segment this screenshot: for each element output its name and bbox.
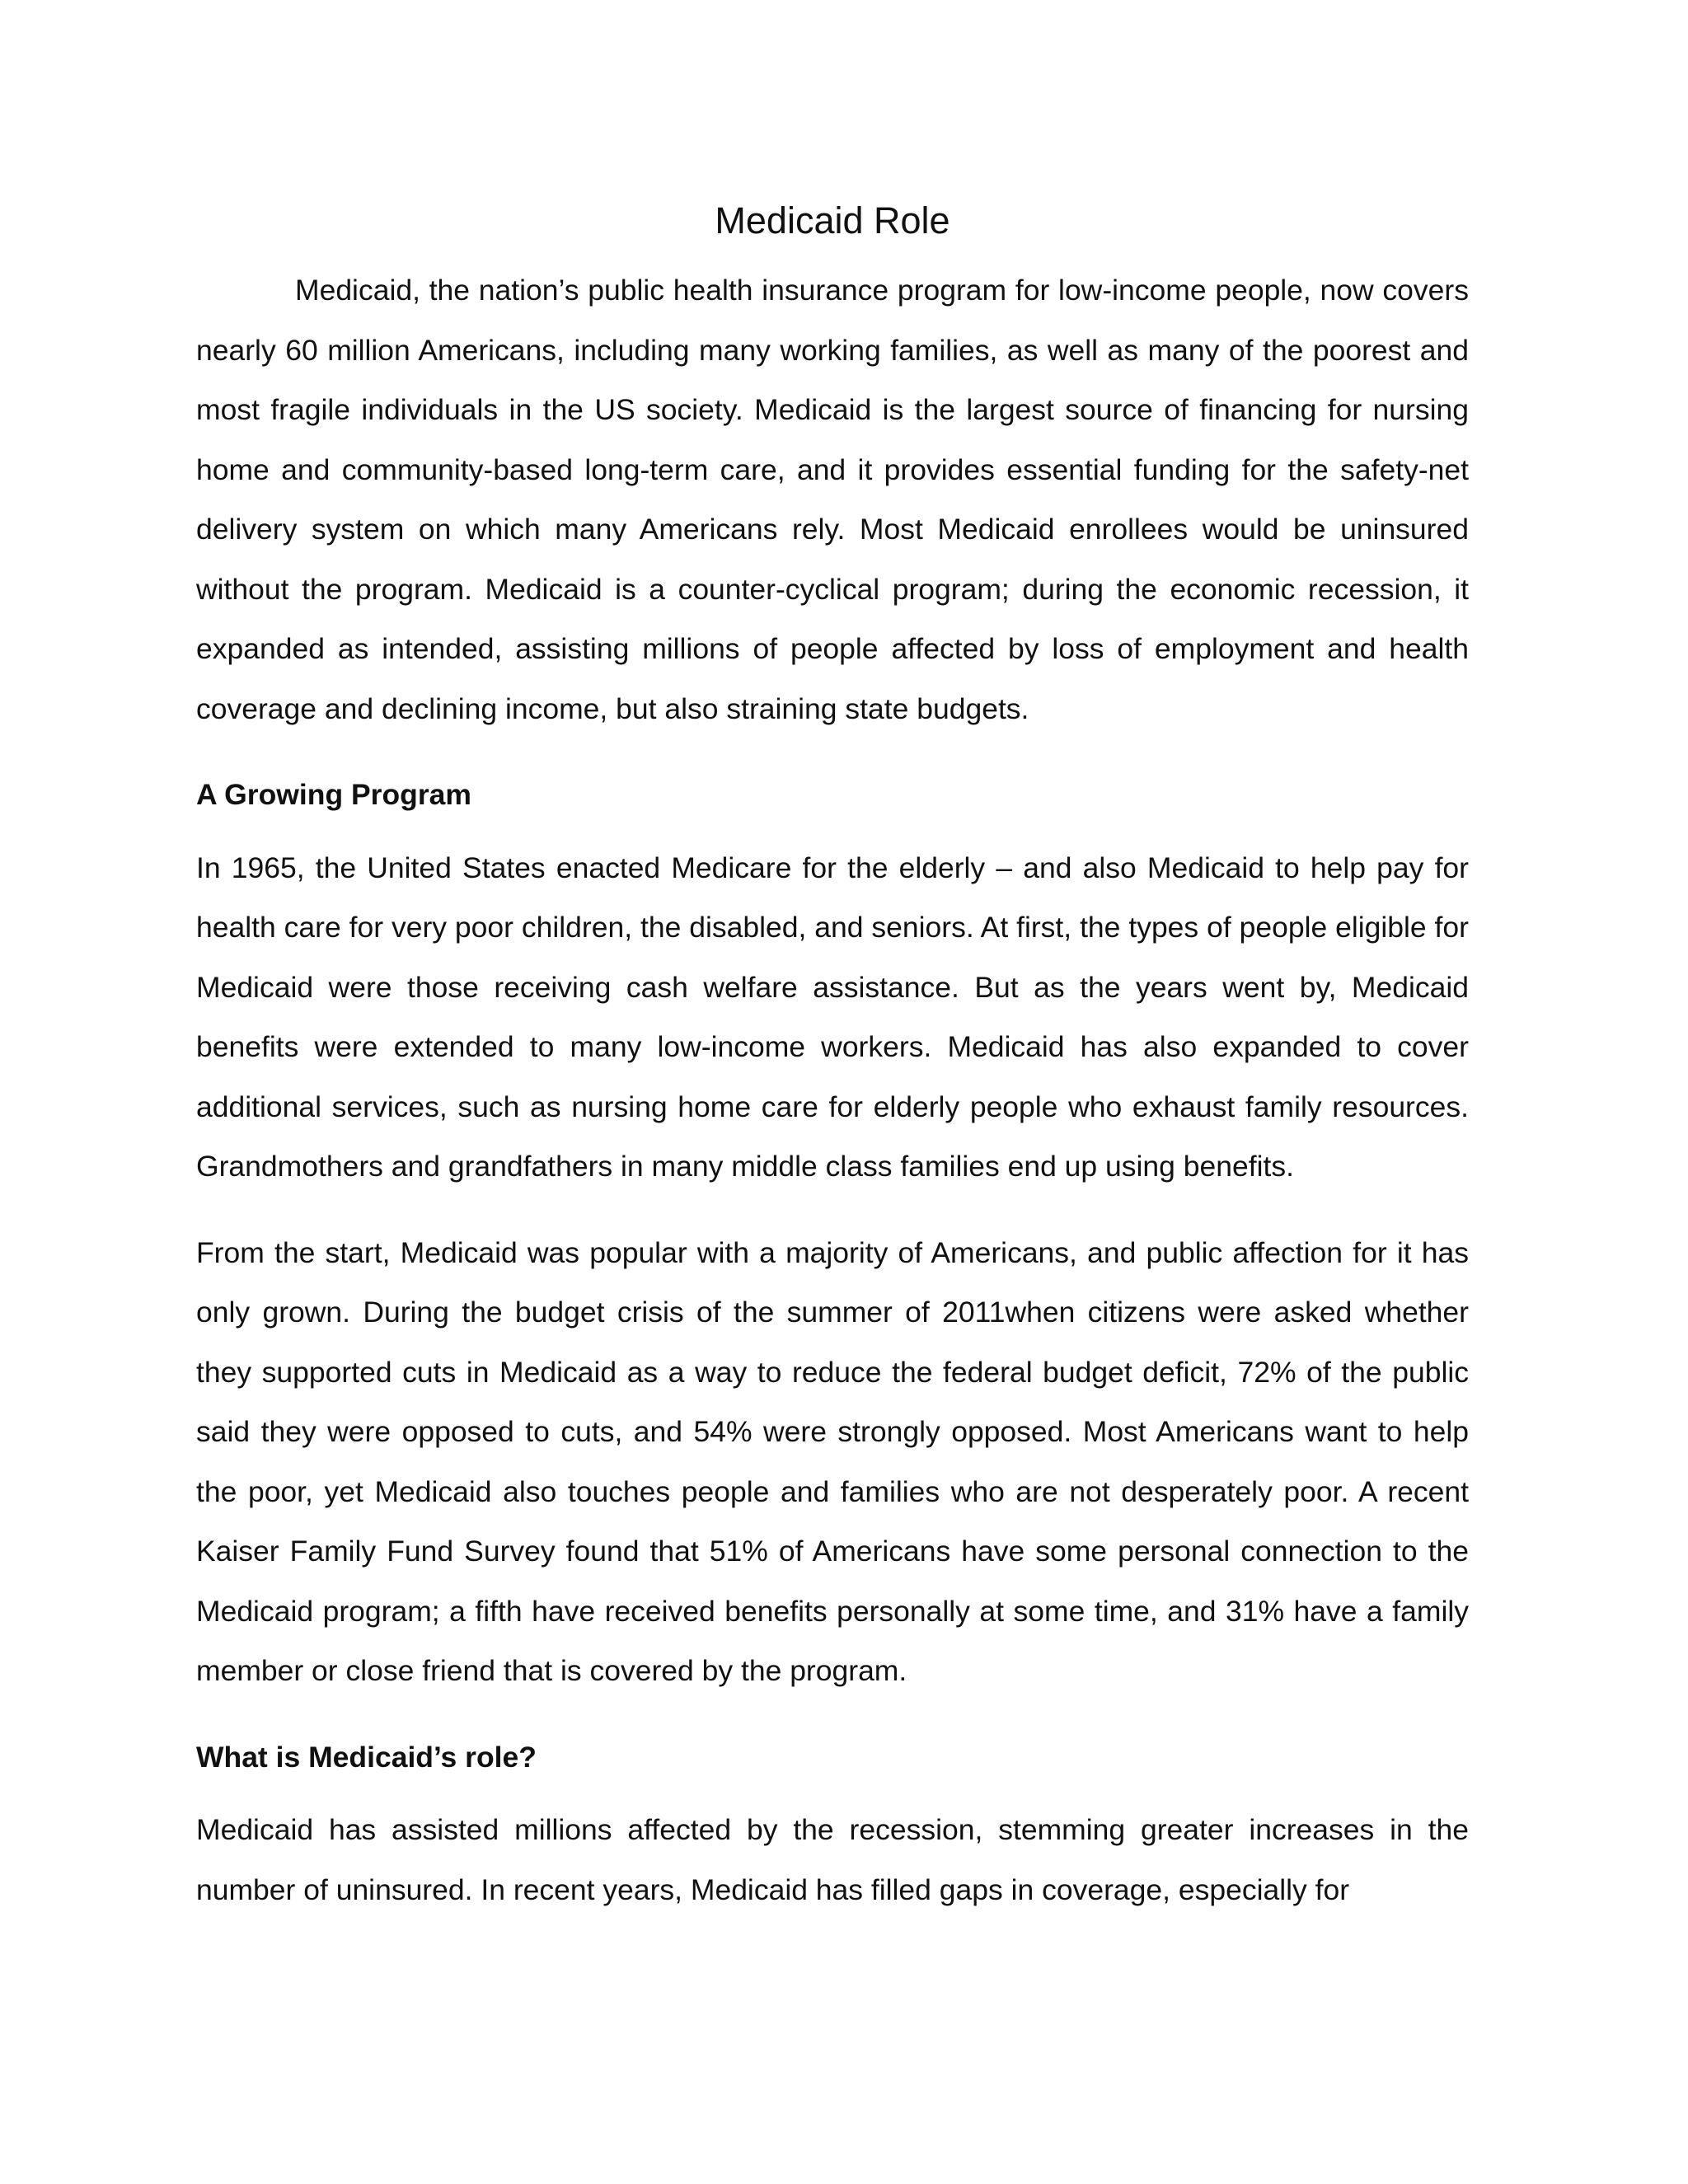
medicaid-role-paragraph: Medicaid has assisted millions affected by the recession, stemming greater increases in the number of uninsured. In recent years, Medicaid has filled gaps in coverage, especially for [196,1813,1469,1906]
section-heading-medicaid-role: What is Medicaid’s role? [196,1740,537,1774]
intro-paragraph: Medicaid, the nation’s public health insurance program for low-income people, now covers nearly 60 million Americans, including many working families, as well as many of the poorest and most fragile individuals in the US society. Medicaid is the largest source of financing for nursing home and community-based long-term care, and it provides essential funding for the safety-net delivery system on which many Americans rely. Most Medicaid enrollees would be uninsured without the program. Medicaid is a counter-cyclical program; during the economic recession, it expanded as intended, assisting millions of people affected by loss of employment and health coverage and declining income, but also straining state budgets. [196,274,1469,725]
document-title: Medicaid Role [715,199,950,241]
section-heading-growing-program: A Growing Program [196,778,471,811]
document-page [196,196,1469,1919]
growing-program-paragraph: In 1965, the United States enacted Medicare for the elderly – and also Medicaid to help pay for health care for very poor children, the disabled, and seniors. At first, the types of people eligible for Medicaid were those receiving cash welfare assistance. But as the years went by, Medicaid benefits were extended to many low-income workers. Medicaid has also expanded to cover additional services, such as nursing home care for elderly people who exhaust family resources. Grandmothers and grandfathers in many middle class families end up using benefits. [196,851,1469,1183]
popularity-paragraph: From the start, Medicaid was popular with a majority of Americans, and public affection for it has only grown. During the budget crisis of the summer of 2011when citizens were asked whether they supported cuts in Medicaid as a way to reduce the federal budget deficit, 72% of the public said they were opposed to cuts, and 54% were strongly opposed. Most Americans want to help the poor, yet Medicaid also touches people and families who are not desperately poor. A recent Kaiser Family Fund Survey found that 51% of Americans have some personal connection to the Medicaid program; a fifth have received benefits personally at some time, and 31% have a family member or close friend that is covered by the program. [196,1235,1469,1687]
